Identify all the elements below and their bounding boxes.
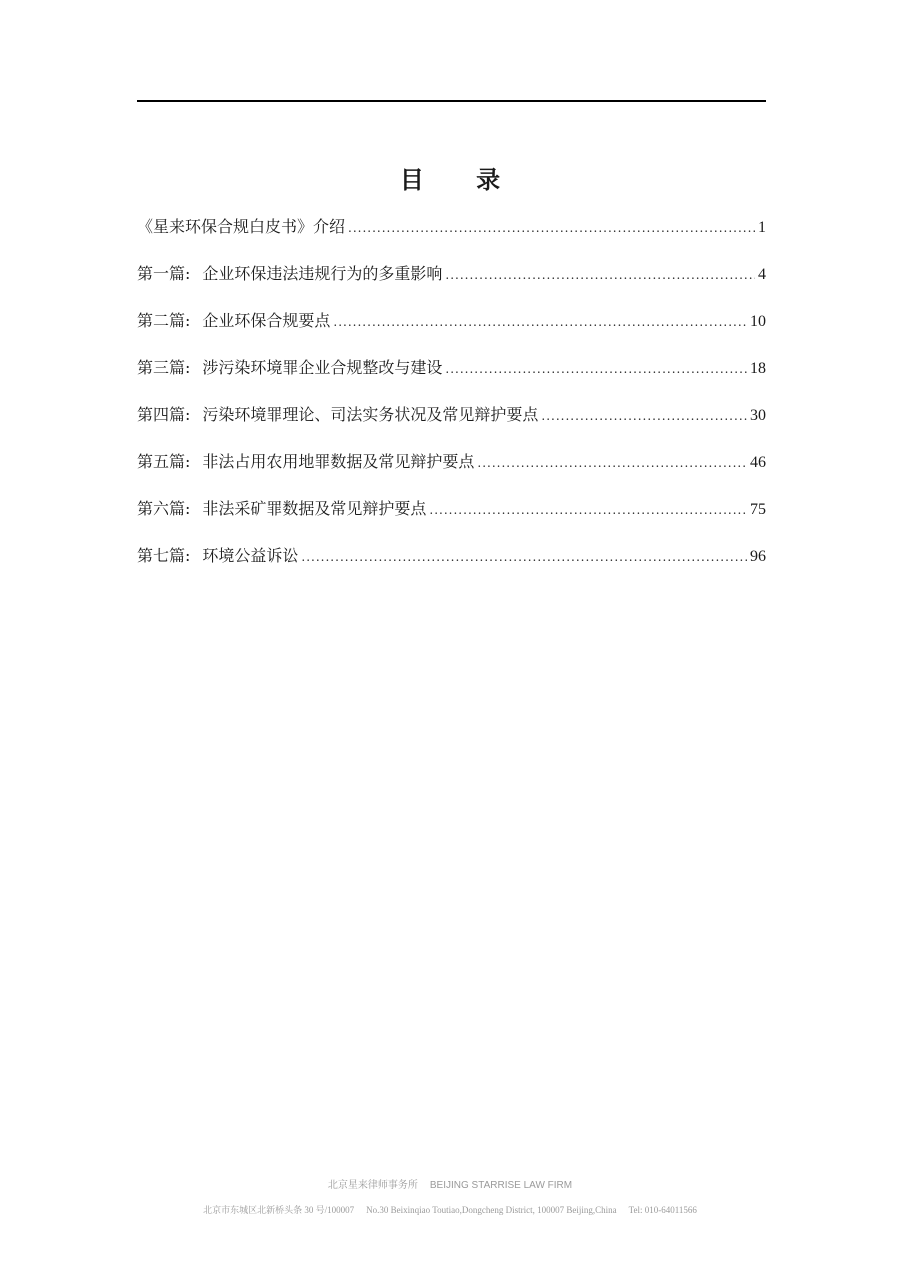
toc-entry-part-5[interactable] <box>137 447 766 494</box>
toc-entry-label <box>137 306 330 336</box>
footer-firm-cn: 北京星来律师事务所 <box>327 1180 418 1191</box>
toc-entry-title: 非法采矿罪数据及常见辩护要点 <box>202 499 427 518</box>
toc-dot-leader <box>348 213 755 243</box>
toc-dot-leader <box>429 495 747 525</box>
toc-entry-title: 企业环保违法违规行为的多重影响 <box>202 264 443 283</box>
footer-firm-en: BEIJING STARRISE LAW FIRM <box>429 1180 573 1191</box>
toc-entry-label <box>137 494 426 524</box>
toc-entry-part: 第二篇: <box>137 311 191 330</box>
toc-entry-title: 环境公益诉讼 <box>202 546 299 565</box>
footer-firm-name <box>0 1176 900 1191</box>
footer-address-en: No.30 Beixinqiao Toutiao,Dongcheng District, 100007 Beijing,China <box>366 1205 617 1215</box>
toc-page-number: 30 <box>750 407 766 424</box>
toc-entry-label <box>137 259 442 289</box>
toc-dot-leader <box>477 448 747 478</box>
toc-entry-title: 非法占用农用地罪数据及常见辩护要点 <box>202 452 475 471</box>
toc-page-number: 96 <box>750 548 766 565</box>
footer-tel: Tel: 010-64011566 <box>628 1205 697 1215</box>
toc-page-number: 10 <box>750 313 766 330</box>
toc-entry-part: 第七篇: <box>137 546 191 565</box>
toc-dot-leader <box>301 542 747 572</box>
toc-list <box>137 212 766 588</box>
toc-dot-leader <box>445 354 747 384</box>
toc-entry-part-6[interactable] <box>137 494 766 541</box>
toc-entry-title: 《星来环保合规白皮书》介绍 <box>137 217 346 236</box>
toc-entry-label <box>137 541 298 571</box>
toc-dot-leader <box>445 260 755 290</box>
toc-page-number: 1 <box>758 219 766 236</box>
toc-entry-part: 第三篇: <box>137 358 191 377</box>
toc-entry-title: 涉污染环境罪企业合规整改与建设 <box>202 358 443 377</box>
toc-dot-leader <box>333 307 747 337</box>
header-rule <box>137 100 766 102</box>
toc-entry-part: 第一篇: <box>137 264 191 283</box>
toc-entry-part-1[interactable] <box>137 259 766 306</box>
toc-entry-label <box>137 353 442 383</box>
toc-entry-title: 企业环保合规要点 <box>202 311 331 330</box>
toc-page-number: 75 <box>750 501 766 518</box>
toc-entry-label <box>137 447 474 477</box>
toc-entry-part: 第四篇: <box>137 405 191 424</box>
toc-entry-title: 污染环境罪理论、司法实务状况及常见辩护要点 <box>202 405 539 424</box>
toc-page-number: 4 <box>758 266 766 283</box>
toc-dot-leader <box>541 401 747 431</box>
toc-entry-part-3[interactable] <box>137 353 766 400</box>
toc-title: 目 录 <box>399 165 523 194</box>
toc-entry-intro[interactable] <box>137 212 766 259</box>
toc-entry-label <box>137 212 345 242</box>
toc-page-number: 46 <box>750 454 766 471</box>
toc-entry-part: 第五篇: <box>137 452 191 471</box>
footer-address <box>0 1203 900 1216</box>
toc-entry-part-7[interactable] <box>137 541 766 588</box>
toc-entry-part-4[interactable] <box>137 400 766 447</box>
toc-entry-part: 第六篇: <box>137 499 191 518</box>
footer-address-cn: 北京市东城区北新桥头条 30 号/100007 <box>203 1205 355 1215</box>
toc-page-number: 18 <box>750 360 766 377</box>
toc-entry-label <box>137 400 538 430</box>
toc-entry-part-2[interactable] <box>137 306 766 353</box>
